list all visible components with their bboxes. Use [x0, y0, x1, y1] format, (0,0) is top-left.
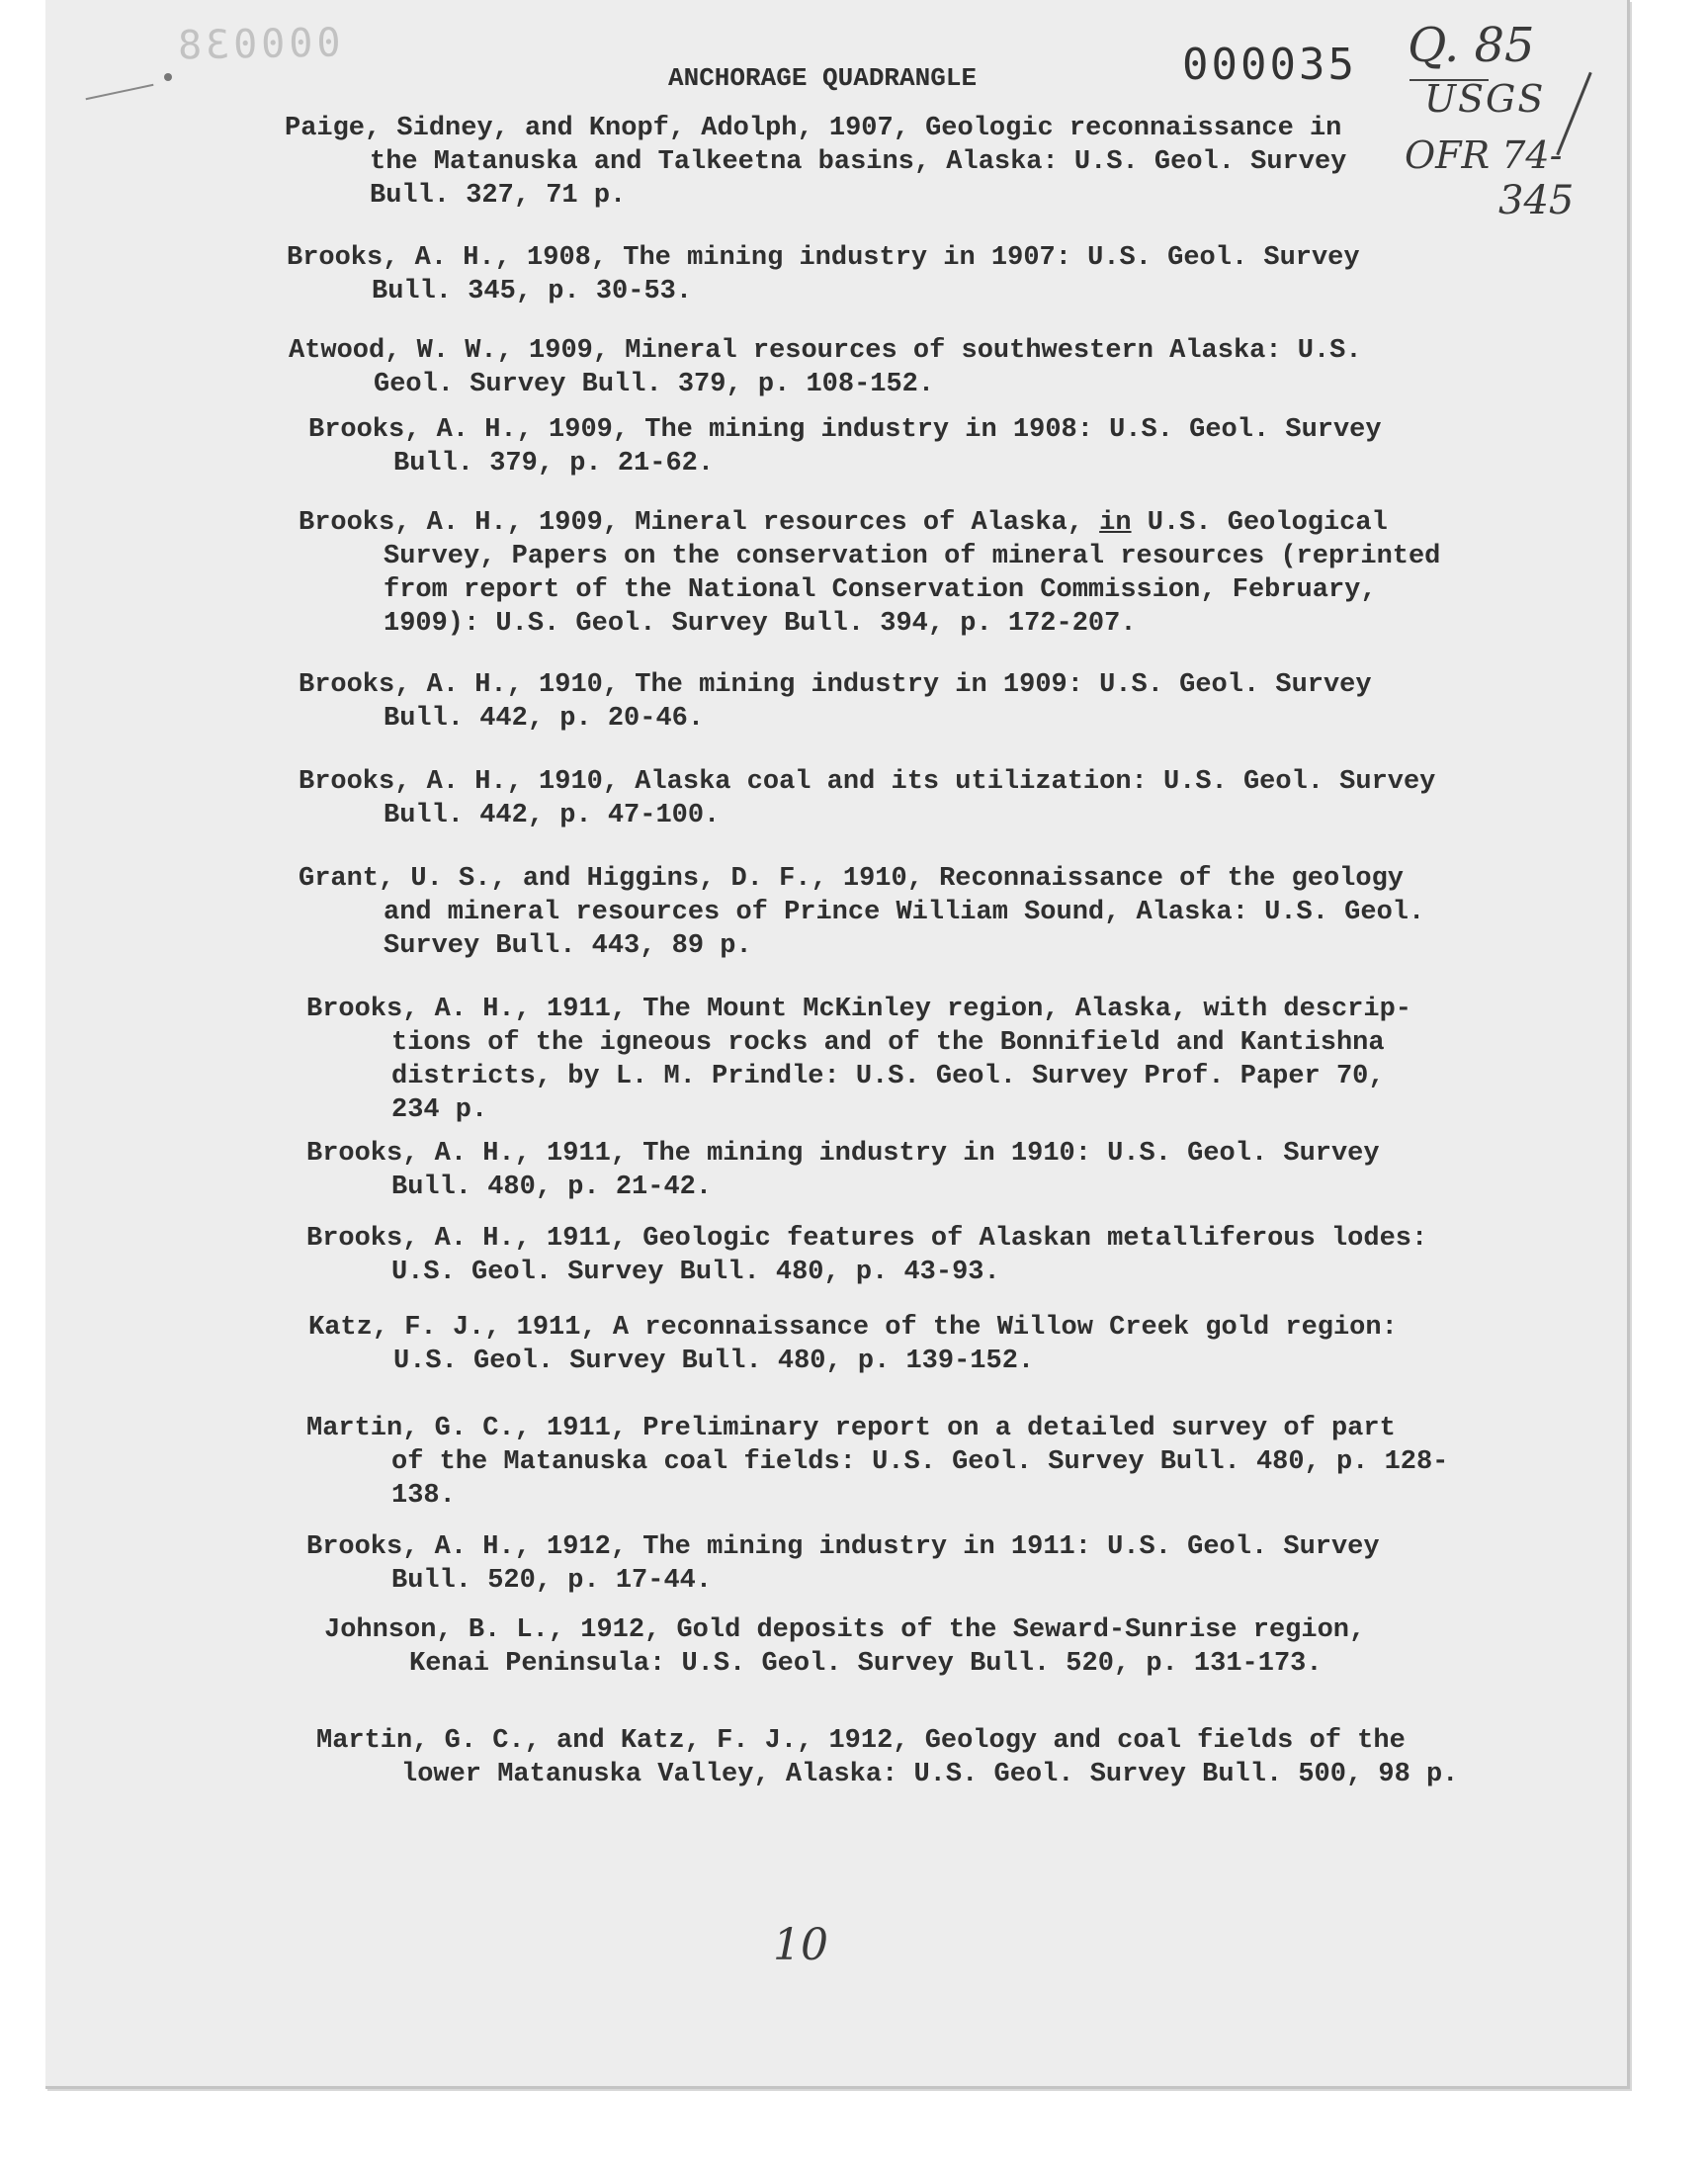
entry-line: Bull. 480, p. 21-42.: [391, 1173, 713, 1202]
entry-line: Bull. 520, p. 17-44.: [391, 1566, 713, 1596]
document-page: [45, 0, 1630, 2089]
document-number: 000035: [1182, 40, 1357, 90]
entry-line: U.S. Geol. Survey Bull. 480, p. 139-152.: [393, 1347, 1035, 1376]
entry-line: Bull. 442, p. 47-100.: [384, 801, 721, 830]
handwritten-usgs: USGS: [1424, 77, 1546, 121]
entry-line: Paige, Sidney, and Knopf, Adolph, 1907, Geologic reconnaissance in: [285, 114, 1342, 143]
handwritten-q-number: Q. 85: [1408, 18, 1535, 73]
entry-line: Brooks, A. H., 1909, The mining industry in 1908: U.S. Geol. Survey: [308, 415, 1382, 445]
entry-line: Bull. 442, p. 20-46.: [384, 704, 705, 734]
entry-line: Brooks, A. H., 1911, Geologic features of Alaskan metalliferous lodes:: [306, 1224, 1428, 1254]
entry-line: Bull. 345, p. 30-53.: [372, 277, 693, 306]
reference-entry: [306, 1222, 1493, 1289]
reference-entry: [299, 765, 1485, 832]
entry-line: Geol. Survey Bull. 379, p. 108-152.: [374, 370, 935, 399]
entry-line: the Matanuska and Talkeetna basins, Alaska: U.S. Geol. Survey: [370, 147, 1347, 177]
entry-line: Survey Bull. 443, 89 p.: [384, 931, 752, 961]
entry-line: Katz, F. J., 1911, A reconnaissance of the Willow Creek gold region:: [308, 1313, 1398, 1343]
entry-line: Brooks, A. H., 1912, The mining industry in 1911: U.S. Geol. Survey: [306, 1532, 1380, 1562]
margin-mark: [86, 84, 154, 101]
entry-line: Brooks, A. H., 1911, The mining industry in 1910: U.S. Geol. Survey: [306, 1139, 1380, 1169]
reference-entry: [306, 1137, 1493, 1204]
underlined-word: in: [1099, 508, 1132, 538]
entry-line: Atwood, W. W., 1909, Mineral resources of southwestern Alaska: U.S.: [289, 336, 1362, 366]
reference-entry: [308, 1311, 1494, 1378]
reference-entry: [306, 993, 1493, 1127]
entry-line: 1909): U.S. Geol. Survey Bull. 394, p. 172-207.: [384, 609, 1137, 639]
handwritten-report-number: 345: [1498, 178, 1575, 223]
entry-line: Grant, U. S., and Higgins, D. F., 1910, Reconnaissance of the geology: [299, 864, 1404, 894]
margin-dot: [164, 73, 172, 81]
entry-line: Brooks, A. H., 1910, The mining industry in 1909: U.S. Geol. Survey: [299, 670, 1372, 700]
entry-line: Martin, G. C., and Katz, F. J., 1912, Geology and coal fields of the: [316, 1726, 1406, 1756]
entry-line: Bull. 327, 71 p.: [370, 181, 627, 211]
entry-line: Martin, G. C., 1911, Preliminary report on a detailed survey of part: [306, 1414, 1396, 1443]
entry-line: from report of the National Conservation Commission, February,: [384, 575, 1377, 605]
page-number: 10: [773, 1920, 828, 1970]
entry-line: tions of the igneous rocks and of the Bonnifield and Kantishna: [391, 1028, 1385, 1058]
entry-line: of the Matanuska coal fields: U.S. Geol. Survey Bull. 480, p. 128-: [391, 1447, 1449, 1477]
reference-entry: [299, 668, 1485, 736]
entry-line: Brooks, A. H., 1910, Alaska coal and its utilization: U.S. Geol. Survey: [299, 767, 1436, 797]
entry-line: Brooks, A. H., 1908, The mining industry in 1907: U.S. Geol. Survey: [287, 243, 1360, 273]
page-title: ANCHORAGE QUADRANGLE: [668, 63, 978, 93]
reference-entry: [285, 112, 1471, 213]
reference-entry: [306, 1412, 1493, 1513]
entry-line: lower Matanuska Valley, Alaska: U.S. Geol. Survey Bull. 500, 98 p.: [401, 1760, 1459, 1789]
reference-entry: [289, 334, 1475, 401]
entry-line: Johnson, B. L., 1912, Gold deposits of the Seward-Sunrise region,: [324, 1615, 1366, 1645]
entry-line: and mineral resources of Prince William Sound, Alaska: U.S. Geol.: [384, 898, 1425, 927]
reference-entry: [316, 1724, 1502, 1791]
faded-stamp: 000038: [173, 20, 341, 69]
reference-entry: [306, 1530, 1493, 1598]
entry-line: districts, by L. M. Prindle: U.S. Geol. Survey Prof. Paper 70,: [391, 1062, 1385, 1091]
reference-entry: [299, 862, 1485, 963]
handwritten-ofr: OFR 74-: [1405, 133, 1563, 177]
entry-line: Bull. 379, p. 21-62.: [393, 449, 715, 478]
reference-entry: [324, 1613, 1510, 1681]
entry-line: Brooks, A. H., 1909, Mineral resources of Alaska, in U.S. Geological: [299, 508, 1388, 538]
reference-entry: [287, 241, 1473, 308]
entry-line: Survey, Papers on the conservation of mineral resources (reprinted: [384, 542, 1441, 571]
entry-line: 138.: [391, 1481, 456, 1511]
entry-line: 234 p.: [391, 1095, 488, 1125]
reference-entry: [308, 413, 1494, 480]
entry-line: U.S. Geol. Survey Bull. 480, p. 43-93.: [391, 1258, 1000, 1287]
reference-entry: [299, 506, 1485, 641]
entry-line: Kenai Peninsula: U.S. Geol. Survey Bull. 520, p. 131-173.: [409, 1649, 1323, 1679]
entry-line: Brooks, A. H., 1911, The Mount McKinley region, Alaska, with descrip-: [306, 995, 1411, 1024]
